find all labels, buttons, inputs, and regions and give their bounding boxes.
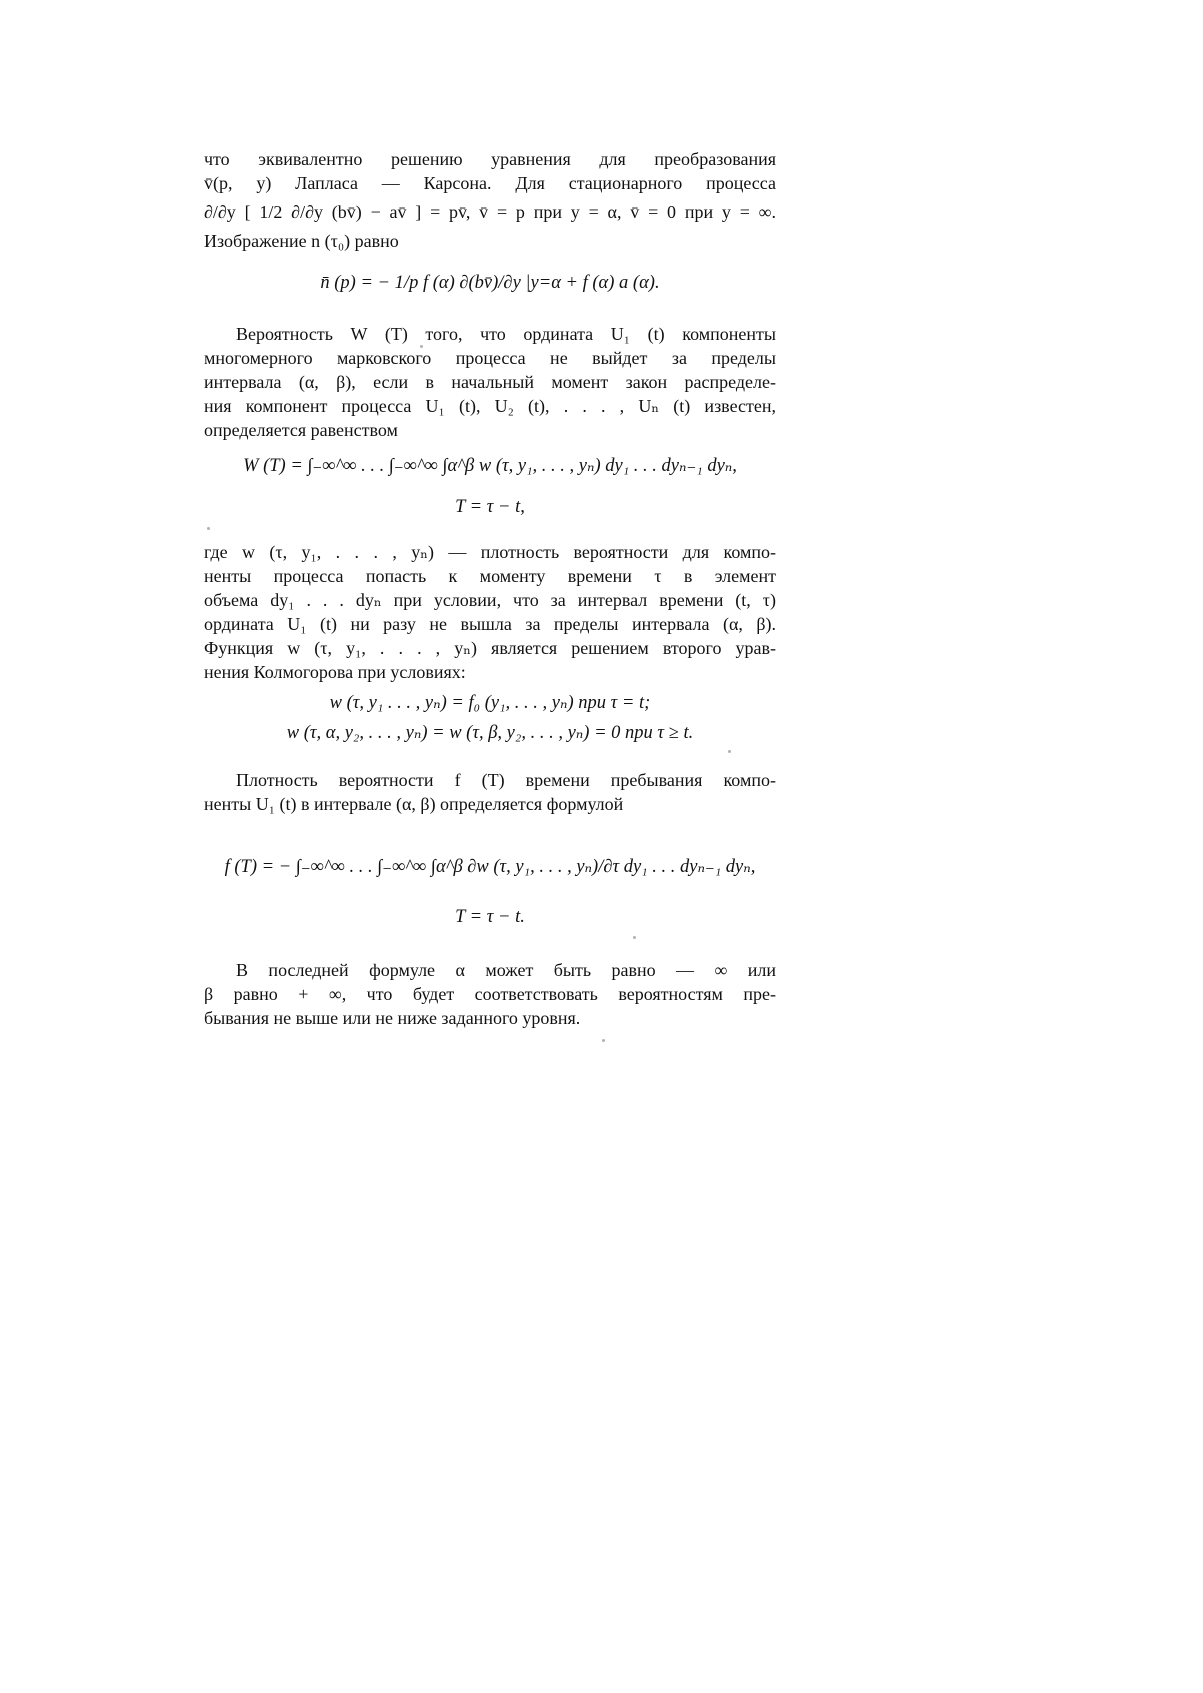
text-line: где w (τ, y₁, . . . , yₙ) — плотность вероятности для компо-: [204, 542, 776, 562]
equation-line: w (τ, y₁ . . . , yₙ) = f₀ (y₁, . . . , yₙ) при τ = t;: [329, 693, 651, 713]
text-line: объема dy₁ . . . dyₙ при условии, что за интервал времени (t, τ): [204, 590, 776, 610]
text-line: определяется равенством: [204, 420, 398, 440]
equation-line: f (T) = − ∫₋∞^∞ . . . ∫₋∞^∞ ∫α^β ∂w (τ, y₁, . . . , yₙ)/∂τ dy₁ . . . dyₙ₋₁ dyₙ,: [224, 857, 756, 877]
equation-line: T = τ − t.: [455, 907, 525, 927]
text-line: ∂/∂y [ 1/2 ∂/∂y (bv̄) − av̄ ] = pv̄, v̄ = p при y = α, v̄ = 0 при y = ∞.: [204, 202, 776, 222]
equation-line: w (τ, α, y₂, . . . , yₙ) = w (τ, β, y₂, . . . , yₙ) = 0 при τ ≥ t.: [286, 723, 694, 743]
text-line: Функция w (τ, y₁, . . . , yₙ) является решением второго урав-: [204, 638, 776, 658]
equation-line: W (T) = ∫₋∞^∞ . . . ∫₋∞^∞ ∫α^β w (τ, y₁, . . . , yₙ) dy₁ . . . dyₙ₋₁ dyₙ,: [243, 456, 737, 476]
scan-speck: [420, 345, 423, 348]
text-line: интервала (α, β), если в начальный момент закон распределе-: [204, 372, 776, 392]
equation-line: n̄ (p) = − 1/p f (α) ∂(bv̄)/∂y |y=α + f (α) a (α).: [320, 273, 660, 293]
text-line: что эквивалентно решению уравнения для преобразования: [204, 149, 776, 169]
text-line: v̄(p, y) Лапласа — Карсона. Для стационарного процесса: [204, 173, 776, 193]
scan-speck: [633, 936, 636, 939]
scan-speck: [728, 750, 731, 753]
text-line: ордината U₁ (t) ни разу не вышла за пределы интервала (α, β).: [204, 614, 776, 634]
text-line: бывания не выше или не ниже заданного уровня.: [204, 1008, 581, 1028]
text-line: нения Колмогорова при условиях:: [204, 662, 466, 682]
scan-speck: [602, 1039, 605, 1042]
text-line: β равно + ∞, что будет соответствовать вероятностям пре-: [204, 984, 776, 1004]
text-line: ненты U₁ (t) в интервале (α, β) определяется формулой: [204, 794, 624, 814]
text-line: ненты процесса попасть к моменту времени τ в элемент: [204, 566, 776, 586]
text-line: Изображение n (τ₀) равно: [204, 231, 399, 251]
text-line: В последней формуле α может быть равно — ∞ или: [236, 960, 776, 980]
text-line: ния компонент процесса U₁ (t), U₂ (t), . . . , Uₙ (t) известен,: [204, 396, 776, 416]
equation-line: T = τ − t,: [455, 497, 525, 517]
text-line: Вероятность W (T) того, что ордината U₁ (t) компоненты: [236, 324, 776, 344]
text-line: многомерного марковского процесса не выйдет за пределы: [204, 348, 776, 368]
scan-speck: [207, 527, 210, 530]
text-line: Плотность вероятности f (T) времени пребывания компо-: [236, 770, 776, 790]
